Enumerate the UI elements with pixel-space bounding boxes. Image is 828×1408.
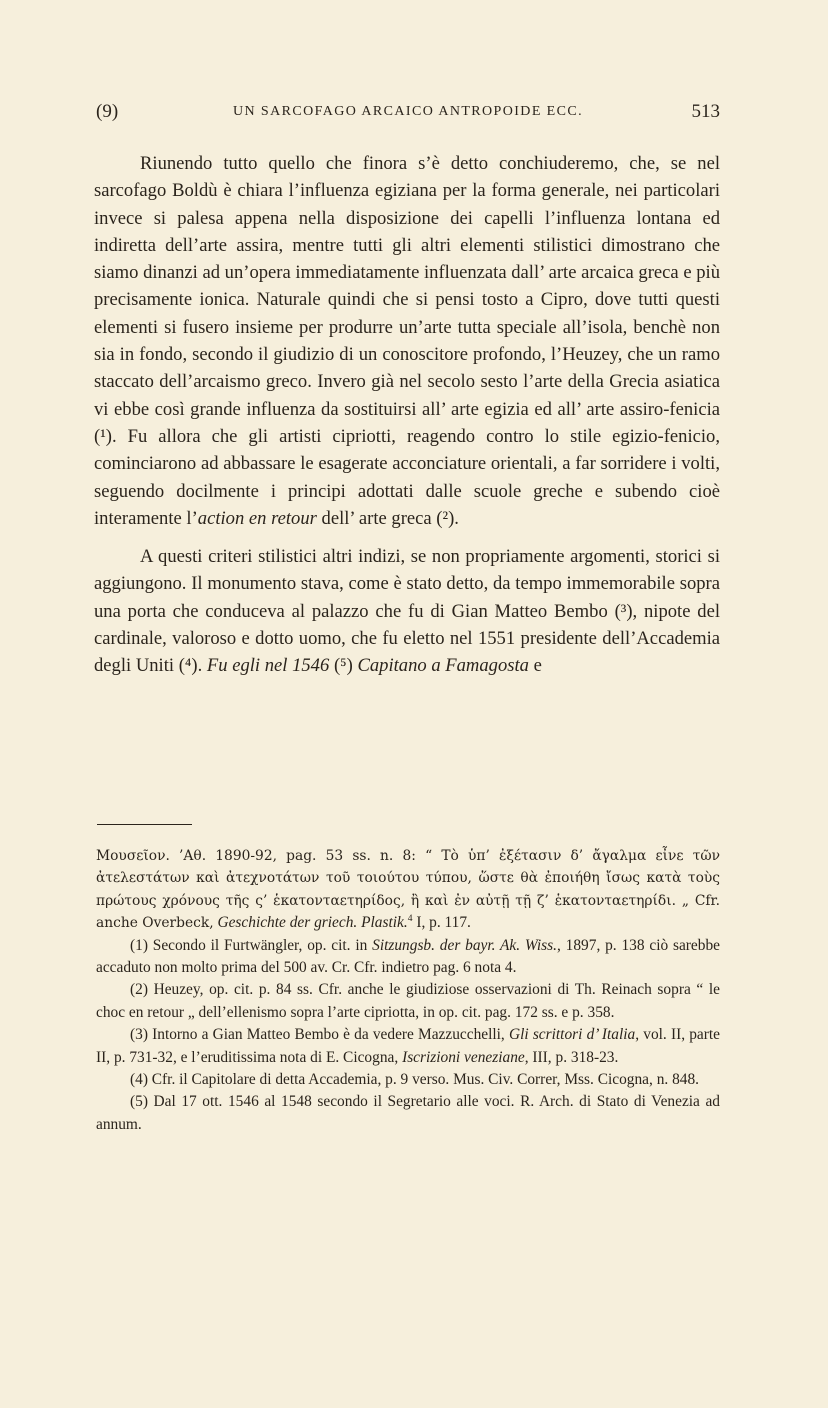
paragraph-text: Riunendo tutto quello che finora s’è detto conchiuderemo, che, se nel sarcofago Boldù è chiara l’influenza egiziana per la forma generale, nei particolari invece si palesa appena nella disposizione dei capelli l’influenza lontana ed indiretta dell’arte assira, mentre tutti gli altri elementi stilistici dimostrano che siamo dinanzi ad un’opera immediatamente influenzata dall’ arte arcaica greca e più precisamente ionica. Naturale quindi che si pensi tosto a Cipro, dove tutti questi elementi si fusero insieme per produrre un’arte tutta speciale all’isola, benchè non sia in fondo, secondo il giudizio di un conoscitore profondo, l’Heuzey, che un ramo staccato dell’arcaismo greco. Invero già nel secolo sesto l’arte della Grecia asiatica vi ebbe così grande influenza da sostituirsi all’ arte egizia ed all’ arte assiro-fenicia xyxy=(94,153,720,420)
footnote-2: (2) Heuzey, op. cit. p. 84 ss. Cfr. anche le giudiziose osservazioni di Th. Reinach sopra “ le choc en retour „ dell’ellenismo sopra l’arte cipriotta, in op. cit. pag. 172 ss. e p. 358. xyxy=(96,981,720,1021)
footnote-text: , 1897, p. 138 ciò sarebbe accaduto non molto prima del 500 av. Cr. Cfr. indietro pag. 6 nota 4. xyxy=(96,936,720,977)
footnote-text: , vol. II, parte II, p. 731-32, e l’eruditissima nota di E. Cicogna, xyxy=(96,1026,720,1066)
paragraph-text: , nipote del cardinale, valoroso e dotto uomo, che fu eletto nel 1551 presidente dell’Accademia degli Uniti xyxy=(94,600,720,677)
paragraph-1 xyxy=(94,150,720,532)
italic-title: Gli scrittori d’ Italia xyxy=(508,1026,636,1044)
footnotes xyxy=(96,845,720,1136)
footnote-text: I, p. 117. xyxy=(416,914,471,932)
footnote-ref: (²). xyxy=(436,507,459,529)
footnote-divider xyxy=(97,824,192,825)
running-title: UN SARCOFAGO ARCAICO ANTROPOIDE ECC. xyxy=(232,104,583,119)
footnote-text: (1) Secondo il Furtwängler, op. cit. in xyxy=(130,936,368,954)
footnote-ref: (¹) xyxy=(94,425,112,447)
footnote-4: (4) Cfr. il Capitolare di detta Accademia, p. 9 verso. Mus. Civ. Correr, Mss. Cicogna, n. 848. xyxy=(130,1071,700,1089)
footnote-1 xyxy=(96,935,720,980)
paragraph-text: dell’ arte greca xyxy=(316,507,432,529)
footnote-ref: (³) xyxy=(614,600,633,622)
edition-superscript: 4 xyxy=(407,913,413,925)
italic-title: Sitzungsb. der bayr. Ak. Wiss. xyxy=(372,936,557,954)
paragraph-text: . Fu allora che gli artisti cipriotti, reagendo contro lo stile egizio-fenicio, cominciarono ad abbassare le esagerate acconciature orientali, a far sorridere i volti, seguendo docilmente i principi adottati dalle scuole greche e subendo cioè interamente l’ xyxy=(94,425,720,529)
page-number: (9) xyxy=(96,101,119,122)
page-header xyxy=(96,101,720,131)
paragraph-2 xyxy=(94,543,720,679)
footnote-ref: (⁴). xyxy=(178,655,203,677)
italic-phrase: Capitano a Famagosta xyxy=(357,655,529,677)
folio-number: 513 xyxy=(691,101,720,122)
footnote-5: (5) Dal 17 ott. 1546 al 1548 secondo il Segretario alle voci. R. Arch. di Stato di Venezia ad annum. xyxy=(96,1093,720,1133)
footnote-ref: (⁵) xyxy=(333,655,353,677)
italic-title: Geschichte der griech. Plastik. xyxy=(217,914,408,932)
italic-phrase: action en retour xyxy=(197,507,317,529)
footnote-3 xyxy=(96,1024,720,1069)
italic-phrase: Fu egli nel 1546 xyxy=(206,655,330,677)
paragraph-text: A questi criteri stilistici altri indizi, se non propriamente argomenti, storici si aggiungono. Il monumento stava, come è stato detto, da tempo immemorabile sopra una porta che conduceva al palazzo che fu di Gian Matteo Bembo xyxy=(94,546,720,622)
greek-quotation: Μουσεῖον. ’Αθ. 1890-92, pag. 53 ss. n. 8: “ Τὸ ὑπ’ ἐξέτασιν δ’ ἄγαλμα εἶνε τῶν ἀτελεστάτων καὶ ἀτεχνοτάτων τοῦ τοιούτου τύπου, ὥστε θὰ ἐποιήθη ἴσως κατὰ τοὺς πρώτους χρόνους τῆς ς’ ἑκατονταετηρίδος, ἢ καὶ ἐν αὐτῇ τῇ ζ’ ἑκατονταετηρίδι. „ Cfr. anche Overbeck, xyxy=(96,848,720,932)
main-text xyxy=(94,150,720,680)
paragraph-text: e xyxy=(533,655,542,677)
footnote-text: , III, p. 318-23. xyxy=(524,1048,619,1066)
footnote-continuation xyxy=(96,845,720,935)
footnote-text: (3) Intorno a Gian Matteo Bembo è da vedere Mazzucchelli, xyxy=(130,1026,505,1044)
italic-title: Iscrizioni veneziane xyxy=(402,1048,525,1066)
